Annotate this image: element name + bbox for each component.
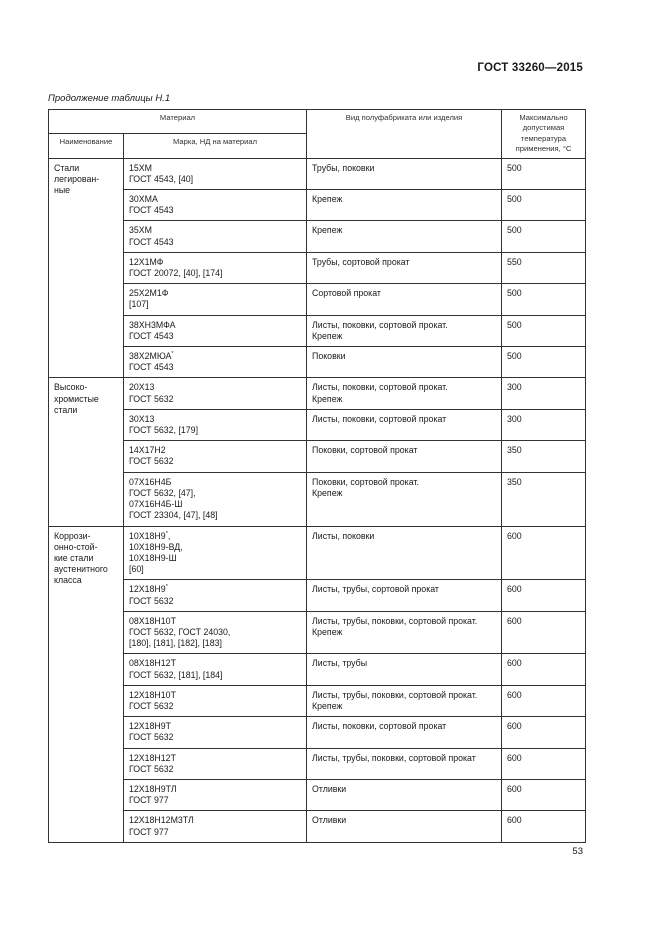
grade-line: ГОСТ 4543 — [129, 362, 174, 373]
group-name-line: кие стали — [54, 552, 94, 563]
product-line: Листы, поковки, сортовой прокат. — [312, 319, 448, 330]
product-line: Крепеж — [312, 626, 343, 637]
temp-cell: 350 — [502, 441, 586, 472]
footnote-mark: * — [165, 530, 168, 537]
temp-cell: 600 — [502, 654, 586, 685]
grade-line: ГОСТ 23304, [47], [48] — [129, 510, 218, 521]
grade-line: 12Х18Н10Т — [129, 689, 176, 700]
product-cell — [307, 347, 502, 378]
grade-line: 25Х2М1Ф — [129, 288, 169, 299]
header-name: Наименование — [49, 134, 124, 158]
temp-cell: 500 — [502, 158, 586, 189]
grade-line: 12Х18Н9ТЛ — [129, 783, 177, 794]
product-line: Листы, трубы, сортовой прокат — [312, 584, 439, 595]
product-line: Трубы, сортовой прокат — [312, 256, 410, 267]
table-row — [49, 347, 586, 378]
grade-line: 38Х2МЮА* — [129, 351, 174, 362]
grade-cell — [124, 611, 307, 654]
product-cell — [307, 284, 502, 315]
header-temp-line: допустимая — [522, 123, 565, 133]
grade-line: [60] — [129, 564, 144, 575]
table-row — [49, 654, 586, 685]
temp-cell: 300 — [502, 409, 586, 440]
header-temp — [502, 110, 586, 159]
table-row — [49, 190, 586, 221]
grade-line: 30ХМА — [129, 194, 158, 205]
temp-cell: 600 — [502, 811, 586, 842]
product-line: Крепеж — [312, 194, 343, 205]
table-row — [49, 526, 586, 580]
grade-cell — [124, 284, 307, 315]
grade-cell — [124, 221, 307, 252]
product-line: Крепеж — [312, 487, 343, 498]
grade-line: 35ХМ — [129, 225, 152, 236]
temp-cell: 500 — [502, 190, 586, 221]
table-row — [49, 158, 586, 189]
group-name-line: хромистые — [54, 393, 99, 404]
product-cell — [307, 580, 502, 611]
product-line: Отливки — [312, 815, 347, 826]
grade-line: 12Х18Н12Т — [129, 752, 176, 763]
grade-line: 07Х16Н4Б-Ш — [129, 499, 183, 510]
grade-line: ГОСТ 977 — [129, 826, 169, 837]
grade-line: ГОСТ 4543 — [129, 236, 174, 247]
table-row — [49, 284, 586, 315]
table-row — [49, 441, 586, 472]
grade-line: ГОСТ 5632 — [129, 456, 174, 467]
grade-cell — [124, 472, 307, 526]
product-line: Листы, трубы, поковки, сортовой прокат. — [312, 615, 478, 626]
grade-line: 12Х18Н9Т — [129, 721, 172, 732]
product-line: Сортовой прокат — [312, 288, 381, 299]
material-group-name — [49, 378, 124, 526]
grade-line: 12Х18Н12М3ТЛ — [129, 815, 194, 826]
product-cell — [307, 472, 502, 526]
temp-cell: 550 — [502, 252, 586, 283]
product-line: Трубы, поковки — [312, 162, 375, 173]
grade-line: ГОСТ 20072, [40], [174] — [129, 268, 223, 279]
grade-line: 12Х18Н9* — [129, 584, 168, 595]
table-row — [49, 717, 586, 748]
grade-line: ГОСТ 4543 — [129, 330, 174, 341]
grade-line: 38ХН3МФА — [129, 319, 176, 330]
product-line: Листы, поковки — [312, 530, 375, 541]
grade-line: [180], [181], [182], [183] — [129, 638, 222, 649]
product-cell — [307, 190, 502, 221]
grade-line: ГОСТ 4543 — [129, 205, 174, 216]
product-cell — [307, 685, 502, 716]
product-cell — [307, 811, 502, 842]
grade-cell — [124, 654, 307, 685]
table-row — [49, 748, 586, 779]
grade-line: 30Х13 — [129, 413, 155, 424]
product-line: Листы, трубы, поковки, сортовой прокат — [312, 752, 476, 763]
product-cell — [307, 409, 502, 440]
product-line: Листы, поковки, сортовой прокат. — [312, 382, 448, 393]
grade-cell — [124, 779, 307, 810]
materials-table — [48, 109, 586, 843]
grade-line: ГОСТ 977 — [129, 795, 169, 806]
grade-line: 15ХМ — [129, 162, 152, 173]
table-row — [49, 221, 586, 252]
table-row — [49, 315, 586, 346]
grade-line: ГОСТ 5632 — [129, 595, 174, 606]
temp-cell: 350 — [502, 472, 586, 526]
table-row — [49, 685, 586, 716]
grade-line: ГОСТ 5632 — [129, 763, 174, 774]
product-line: Крепеж — [312, 700, 343, 711]
group-name-line: класса — [54, 575, 82, 586]
table-row — [49, 611, 586, 654]
footnote-mark: * — [171, 351, 174, 358]
group-name-line: Коррози- — [54, 530, 91, 541]
table-row — [49, 378, 586, 409]
table-row — [49, 472, 586, 526]
footnote-mark: * — [165, 584, 168, 591]
grade-line: 08Х18Н12Т — [129, 658, 176, 669]
group-name-line: Стали — [54, 162, 80, 173]
header-product: Вид полуфабриката или изделия — [307, 110, 502, 159]
material-group-name — [49, 158, 124, 378]
group-name-line: онно-стой- — [54, 541, 98, 552]
grade-line: 20Х13 — [129, 382, 155, 393]
temp-cell: 500 — [502, 347, 586, 378]
grade-cell — [124, 526, 307, 580]
product-cell — [307, 315, 502, 346]
grade-cell — [124, 441, 307, 472]
grade-cell — [124, 378, 307, 409]
header-temp-line: применения, °С — [515, 144, 572, 154]
product-line: Крепеж — [312, 225, 343, 236]
group-name-line: аустенитного — [54, 564, 108, 575]
grade-cell — [124, 190, 307, 221]
product-line: Листы, трубы, поковки, сортовой прокат. — [312, 689, 478, 700]
grade-cell — [124, 158, 307, 189]
group-name-line: ные — [54, 185, 71, 196]
product-line: Листы, трубы — [312, 658, 368, 669]
grade-line: 08Х18Н10Т — [129, 615, 176, 626]
grade-line: ГОСТ 4543, [40] — [129, 173, 194, 184]
temp-cell: 300 — [502, 378, 586, 409]
table-caption: Продолжение таблицы Н.1 — [48, 93, 171, 104]
grade-cell — [124, 685, 307, 716]
grade-line: 12Х1МФ — [129, 256, 164, 267]
grade-cell — [124, 580, 307, 611]
group-name-line: легирован- — [54, 173, 100, 184]
table-body — [49, 158, 586, 842]
product-cell — [307, 779, 502, 810]
table-row — [49, 811, 586, 842]
header-grade: Марка, НД на материал — [124, 134, 307, 158]
grade-line: ГОСТ 5632 — [129, 393, 174, 404]
header-temp-line: температура — [520, 133, 567, 143]
temp-cell: 600 — [502, 748, 586, 779]
grade-line: 07Х16Н4Б — [129, 476, 172, 487]
product-line: Поковки, сортовой прокат — [312, 445, 418, 456]
temp-cell: 500 — [502, 284, 586, 315]
header-temp-line: Максимально — [519, 113, 568, 122]
product-cell — [307, 717, 502, 748]
product-cell — [307, 654, 502, 685]
grade-cell — [124, 315, 307, 346]
grade-cell — [124, 717, 307, 748]
temp-cell: 600 — [502, 685, 586, 716]
temp-cell: 600 — [502, 611, 586, 654]
product-cell — [307, 526, 502, 580]
grade-line: ГОСТ 5632 — [129, 732, 174, 743]
grade-line: ГОСТ 5632, [47], — [129, 487, 196, 498]
product-cell — [307, 378, 502, 409]
group-name-line: Высоко- — [54, 382, 88, 393]
product-cell — [307, 748, 502, 779]
grade-line: [107] — [129, 299, 149, 310]
product-line: Отливки — [312, 783, 347, 794]
group-name-line: стали — [54, 404, 78, 415]
product-cell — [307, 441, 502, 472]
temp-cell: 600 — [502, 526, 586, 580]
product-cell — [307, 158, 502, 189]
grade-line: 10Х18Н9*, — [129, 530, 171, 541]
temp-cell: 600 — [502, 717, 586, 748]
product-cell — [307, 252, 502, 283]
temp-cell: 600 — [502, 580, 586, 611]
product-line: Листы, поковки, сортовой прокат — [312, 413, 447, 424]
grade-line: 10Х18Н9-ВД, — [129, 541, 183, 552]
table-header — [49, 110, 586, 159]
grade-line: ГОСТ 5632, [179] — [129, 425, 199, 436]
product-cell — [307, 611, 502, 654]
document-code: ГОСТ 33260—2015 — [477, 62, 583, 74]
grade-cell — [124, 409, 307, 440]
grade-line: ГОСТ 5632, ГОСТ 24030, — [129, 626, 231, 637]
page-number: 53 — [572, 846, 583, 857]
grade-line: ГОСТ 5632, [181], [184] — [129, 669, 223, 680]
product-line: Поковки, сортовой прокат. — [312, 476, 419, 487]
grade-cell — [124, 252, 307, 283]
table-row — [49, 779, 586, 810]
table-row — [49, 580, 586, 611]
grade-cell — [124, 748, 307, 779]
grade-line: ГОСТ 5632 — [129, 700, 174, 711]
temp-cell: 500 — [502, 315, 586, 346]
table-row — [49, 252, 586, 283]
grade-cell — [124, 347, 307, 378]
header-material: Материал — [49, 110, 307, 134]
product-line: Крепеж — [312, 393, 343, 404]
table-row — [49, 409, 586, 440]
product-line: Листы, поковки, сортовой прокат — [312, 721, 447, 732]
temp-cell: 500 — [502, 221, 586, 252]
grade-line: 10Х18Н9-Ш — [129, 552, 177, 563]
material-group-name — [49, 526, 124, 842]
temp-cell: 600 — [502, 779, 586, 810]
product-line: Крепеж — [312, 330, 343, 341]
product-line: Поковки — [312, 351, 346, 362]
grade-line: 14Х17Н2 — [129, 445, 166, 456]
grade-cell — [124, 811, 307, 842]
product-cell — [307, 221, 502, 252]
